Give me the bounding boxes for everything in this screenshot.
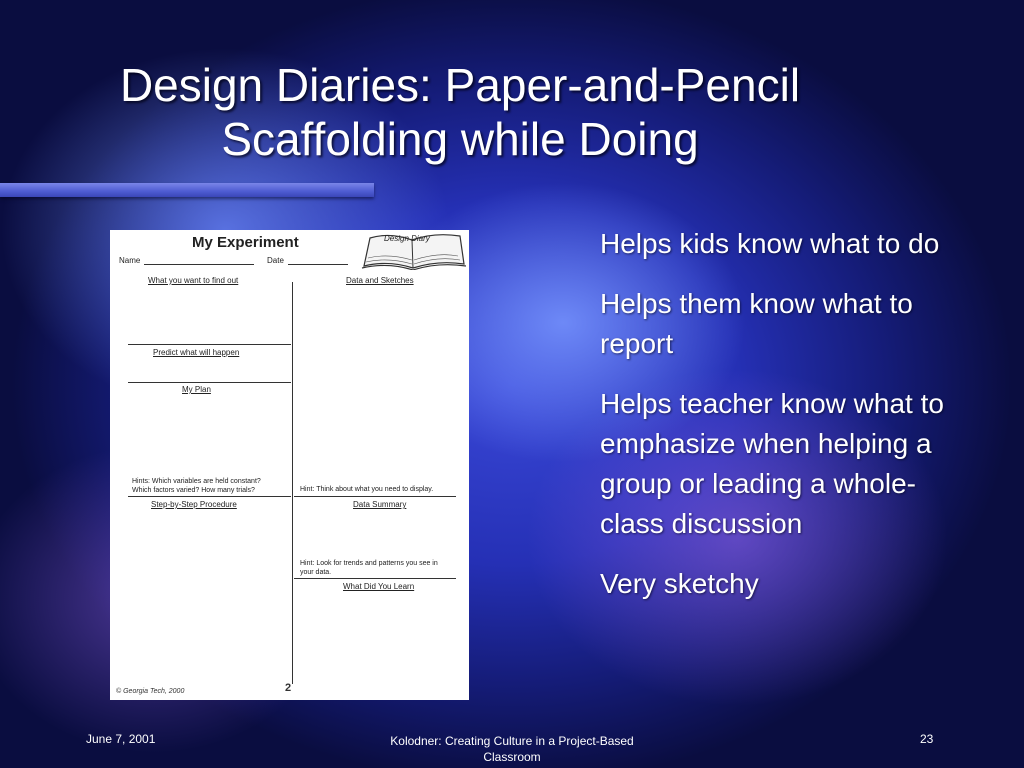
diary-name-line (144, 264, 254, 265)
title-underline-bar (0, 183, 374, 197)
diary-predict: Predict what will happen (153, 348, 240, 357)
bullet-item: Helps kids know what to do (600, 228, 940, 259)
diary-what-find-out: What you want to find out (148, 276, 239, 285)
footer-date: June 7, 2001 (86, 732, 156, 746)
diary-hints-left-2: Which factors varied? How many trials? (132, 487, 255, 494)
diary-hint-trends-2: your data. (300, 569, 332, 576)
diary-line-4 (294, 496, 456, 497)
footer-caption: Kolodner: Creating Culture in a Project-Based Classroom (390, 734, 634, 764)
slide-title-line2: Scaffolding while Doing (221, 113, 699, 165)
bullet-list (600, 224, 960, 624)
diary-line-1 (128, 344, 291, 345)
diary-title: My Experiment (192, 234, 299, 251)
footer-page-number: 23 (920, 732, 934, 746)
diary-date-line (288, 264, 348, 265)
diary-line-2 (128, 382, 291, 383)
diary-line-5 (294, 578, 456, 579)
diary-book-label: Design Diary (384, 234, 430, 243)
diary-what-learn: What Did You Learn (343, 582, 415, 591)
diary-page-number: 2 (285, 682, 292, 694)
diary-hint-display: Hint: Think about what you need to display. (300, 486, 434, 493)
diary-hints-left-1: Hints: Which variables are held constant? (132, 478, 261, 485)
diary-copyright: © Georgia Tech, 2000 (116, 688, 185, 695)
diary-my-plan: My Plan (182, 385, 211, 394)
diary-data-summary: Data Summary (353, 500, 407, 509)
diary-data-sketches: Data and Sketches (346, 276, 414, 285)
diary-column-divider (292, 282, 293, 684)
bullet-item: Helps teacher know what to emphasize when helping a group or leading a whole-class discussion (600, 388, 944, 539)
slide-title (0, 58, 920, 166)
diary-step-by-step: Step-by-Step Procedure (151, 500, 237, 509)
slide-title-line1: Design Diaries: Paper-and-Pencil (119, 59, 801, 111)
diary-date-label: Date (267, 256, 284, 265)
bullet-item: Very sketchy (600, 568, 759, 599)
design-diary-image (110, 230, 469, 700)
diary-line-3 (128, 496, 291, 497)
bullet-item: Helps them know what to report (600, 288, 913, 359)
diary-hint-trends-1: Hint: Look for trends and patterns you see in (300, 560, 438, 567)
diary-name-label: Name (119, 256, 141, 265)
